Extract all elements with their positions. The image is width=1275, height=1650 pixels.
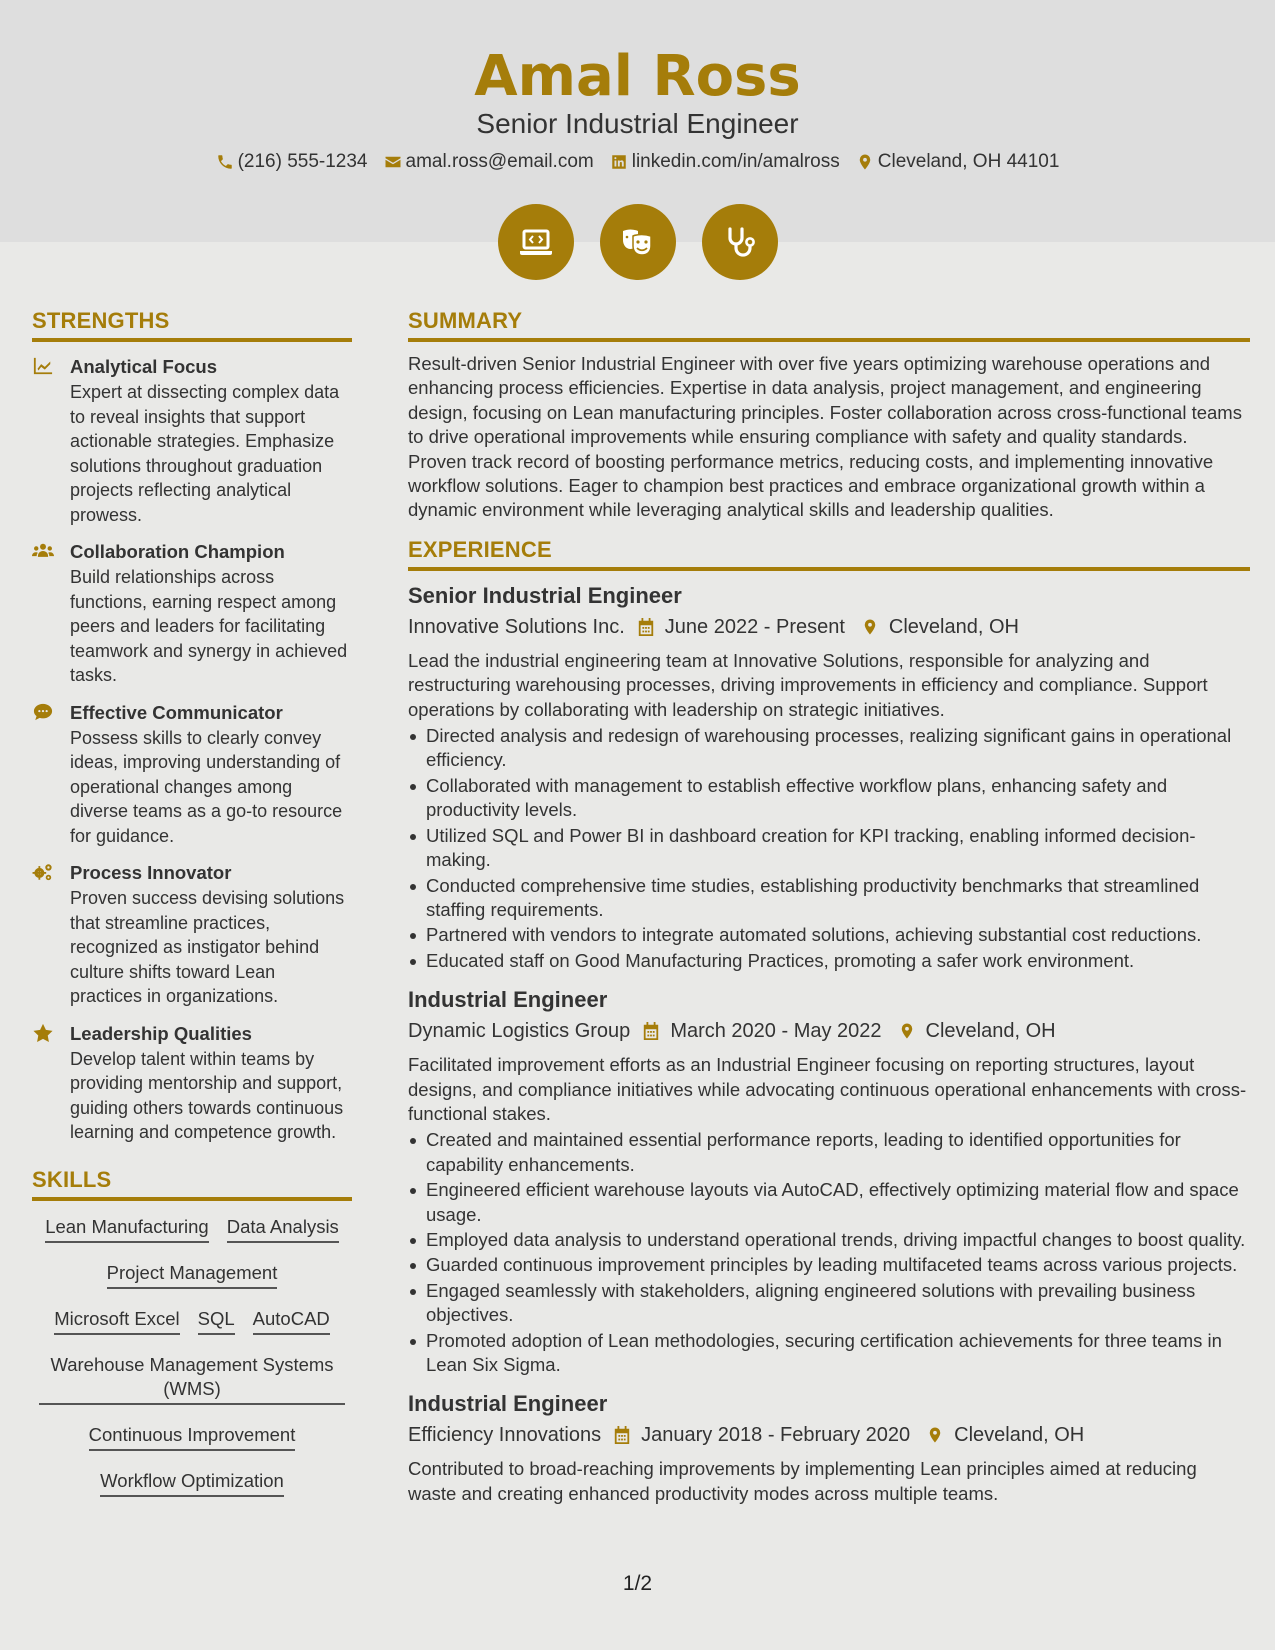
contact-location <box>856 151 1060 173</box>
page-number: 1/2 <box>622 1572 653 1595</box>
job-dates: January 2018 - February 2020 <box>641 1424 911 1447</box>
chart-line-icon <box>32 356 54 376</box>
job-bullet: Employed data analysis to understand operational trends, driving impactful changes to boost quality. <box>408 1228 1250 1252</box>
job-meta <box>408 613 1250 641</box>
experience-heading: EXPERIENCE <box>408 537 1250 571</box>
skill-tag: Lean Manufacturing <box>45 1215 209 1243</box>
linkedin-text: linkedin.com/in/amalross <box>631 151 840 172</box>
job-bullet: Conducted comprehensive time studies, establishing productivity benchmarks that streamlined staffing requirements. <box>408 874 1250 923</box>
job-description: Facilitated improvement efforts as an Industrial Engineer focusing on reporting structures, layout designs, and compliance initiatives while advocating continuous operational enhancements with cross-functional stakes. <box>408 1054 1247 1124</box>
skill-tag: Data Analysis <box>227 1215 339 1243</box>
job-bullet: Utilized SQL and Power BI in dashboard creation for KPI tracking, enabling informed decision-making. <box>408 824 1250 873</box>
job-location: Cleveland, OH <box>954 1424 1085 1447</box>
job-title: Industrial Engineer <box>408 1391 608 1417</box>
job-bullet: Educated staff on Good Manufacturing Practices, promoting a safer work environment. <box>408 949 1250 973</box>
skill-tag: Microsoft Excel <box>54 1307 179 1335</box>
job-bullet: Guarded continuous improvement principles by leading multifaceted teams across various projects. <box>408 1253 1250 1277</box>
job-bullet: Engaged seamlessly with stakeholders, aligning engineered solutions with prevailing business objectives. <box>408 1279 1250 1328</box>
calendar-icon <box>642 1021 660 1041</box>
job-meta <box>408 1017 1250 1045</box>
skill-tag: Project Management <box>107 1261 278 1289</box>
strength-desc: Proven success devising solutions that streamline practices, recognized as instigator behind culture shifts toward Lean practices in organizations. <box>70 888 345 1006</box>
contact-linkedin[interactable] <box>610 151 840 173</box>
strength-title: Leadership Qualities <box>70 1022 252 1044</box>
contact-phone[interactable] <box>216 151 368 173</box>
stethoscope-icon <box>720 222 760 262</box>
job-description: Lead the industrial engineering team at Innovative Solutions, responsible for analyzing and restructuring warehousing processes, driving improvements in efficiency and compliance. Support operations by collaborating with leadership on strategic initiatives. <box>408 649 1208 720</box>
job-bullet: Engineered efficient warehouse layouts via AutoCAD, effectively optimizing material flow and space usage. <box>408 1178 1250 1227</box>
users-icon <box>32 541 54 561</box>
job-title: Senior Industrial Engineer <box>408 582 682 608</box>
skill-tag: Continuous Improvement <box>89 1423 296 1451</box>
map-pin-icon <box>856 153 874 171</box>
job-location: Cleveland, OH <box>888 615 1019 638</box>
contact-bar <box>0 151 1275 173</box>
skill-tag: Workflow Optimization <box>100 1469 284 1497</box>
laptop-code-icon <box>516 222 556 262</box>
job-bullets <box>408 1128 1250 1377</box>
candidate-title: Senior Industrial Engineer <box>476 108 799 139</box>
contact-email[interactable] <box>384 151 594 173</box>
job-description: Contributed to broad-reaching improvements by implementing Lean principles aimed at reducing waste and creating enhanced productivity modes across multiple teams. <box>408 1458 1197 1504</box>
job-bullets <box>408 724 1250 973</box>
strength-title: Analytical Focus <box>70 356 218 377</box>
summary-text: Result-driven Senior Industrial Engineer with over five years optimizing warehouse operations and enhancing process efficiencies. Expertise in data analysis, project management, and engineering design, focusing on Lean manufacturing principles. Foster collaboration across cross-functional teams to drive operational improvements while ensuring compliance with safety and quality standards. Proven track record of boosting performance metrics, reducing costs, and implementing innovative workflow solutions. Eager to champion best practices and embrace organizational growth within a dynamic environment while leveraging analytical skills and leadership qualities. <box>408 353 1242 521</box>
job-dates: June 2022 - Present <box>664 615 845 638</box>
job-bullet: Created and maintained essential performance reports, leading to identified opportunities for capability enhancements. <box>408 1128 1250 1177</box>
strength-desc: Possess skills to clearly convey ideas, improving understanding of operational changes among diverse teams as a go-to resource for guidance. <box>70 727 343 846</box>
strength-title: Collaboration Champion <box>70 541 285 562</box>
map-pin-icon <box>926 1425 944 1445</box>
strength-desc: Expert at dissecting complex data to reveal insights that support actionable strategies. Emphasize solutions throughout graduation projects reflecting analytical prowess. <box>70 382 340 525</box>
location-text: Cleveland, OH 44101 <box>877 151 1060 172</box>
linkedin-icon <box>610 153 628 171</box>
candidate-name: Amal Ross <box>474 44 801 109</box>
right-column <box>408 308 1250 1506</box>
job-entry <box>408 985 1250 1377</box>
job-entry <box>408 581 1250 973</box>
summary-heading: SUMMARY <box>408 308 1250 342</box>
strength-desc: Develop talent within teams by providing mentorship and support, guiding others towards continuous learning and competence growth. <box>70 1048 344 1142</box>
comment-icon <box>32 702 54 722</box>
email-text: amal.ross@email.com <box>405 151 594 172</box>
phone-icon <box>216 153 234 171</box>
strength-item <box>32 539 352 688</box>
job-company: Innovative Solutions Inc. <box>408 615 625 638</box>
job-bullet: Partnered with vendors to integrate automated solutions, achieving substantial cost reductions. <box>408 923 1250 947</box>
job-entry <box>408 1389 1250 1506</box>
cogs-icon <box>32 862 54 882</box>
skills-list <box>32 1215 352 1497</box>
left-column <box>32 308 352 1515</box>
strength-item <box>32 860 352 1009</box>
interest-badges <box>0 204 1275 280</box>
job-bullet: Directed analysis and redesign of warehousing processes, realizing significant gains in operational efficiency. <box>408 724 1250 773</box>
job-company: Dynamic Logistics Group <box>408 1020 631 1043</box>
skill-tag: SQL <box>198 1307 235 1335</box>
badge-stethoscope <box>702 204 778 280</box>
phone-text: (216) 555-1234 <box>237 151 368 172</box>
strength-item <box>32 700 352 849</box>
strength-desc: Build relationships across functions, earning respect among peers and leaders for facilitating teamwork and synergy in achieved tasks. <box>70 567 348 685</box>
job-bullet: Promoted adoption of Lean methodologies, securing certification achievements for three teams in Lean Six Sigma. <box>408 1329 1250 1378</box>
job-title: Industrial Engineer <box>408 987 608 1013</box>
job-meta <box>408 1421 1250 1449</box>
envelope-icon <box>384 153 402 171</box>
theater-masks-icon <box>618 222 658 262</box>
map-pin-icon <box>898 1021 916 1041</box>
badge-laptop <box>498 204 574 280</box>
strength-item <box>32 1021 352 1145</box>
skill-tag: AutoCAD <box>253 1307 330 1335</box>
job-bullet: Collaborated with management to establish effective workflow plans, enhancing safety and productivity levels. <box>408 774 1250 823</box>
skill-tag: Warehouse Management Systems (WMS) <box>39 1353 345 1405</box>
star-icon <box>32 1023 54 1043</box>
calendar-icon <box>637 617 655 637</box>
strength-item <box>32 354 352 527</box>
strengths-heading: STRENGTHS <box>32 308 352 342</box>
strength-title: Effective Communicator <box>70 701 283 723</box>
map-pin-icon <box>861 617 879 637</box>
job-location: Cleveland, OH <box>925 1020 1056 1043</box>
badge-masks <box>600 204 676 280</box>
skills-heading: SKILLS <box>32 1167 352 1201</box>
job-company: Efficiency Innovations <box>408 1424 602 1447</box>
strength-title: Process Innovator <box>70 862 232 883</box>
calendar-icon <box>613 1425 631 1445</box>
job-dates: March 2020 - May 2022 <box>670 1020 882 1043</box>
